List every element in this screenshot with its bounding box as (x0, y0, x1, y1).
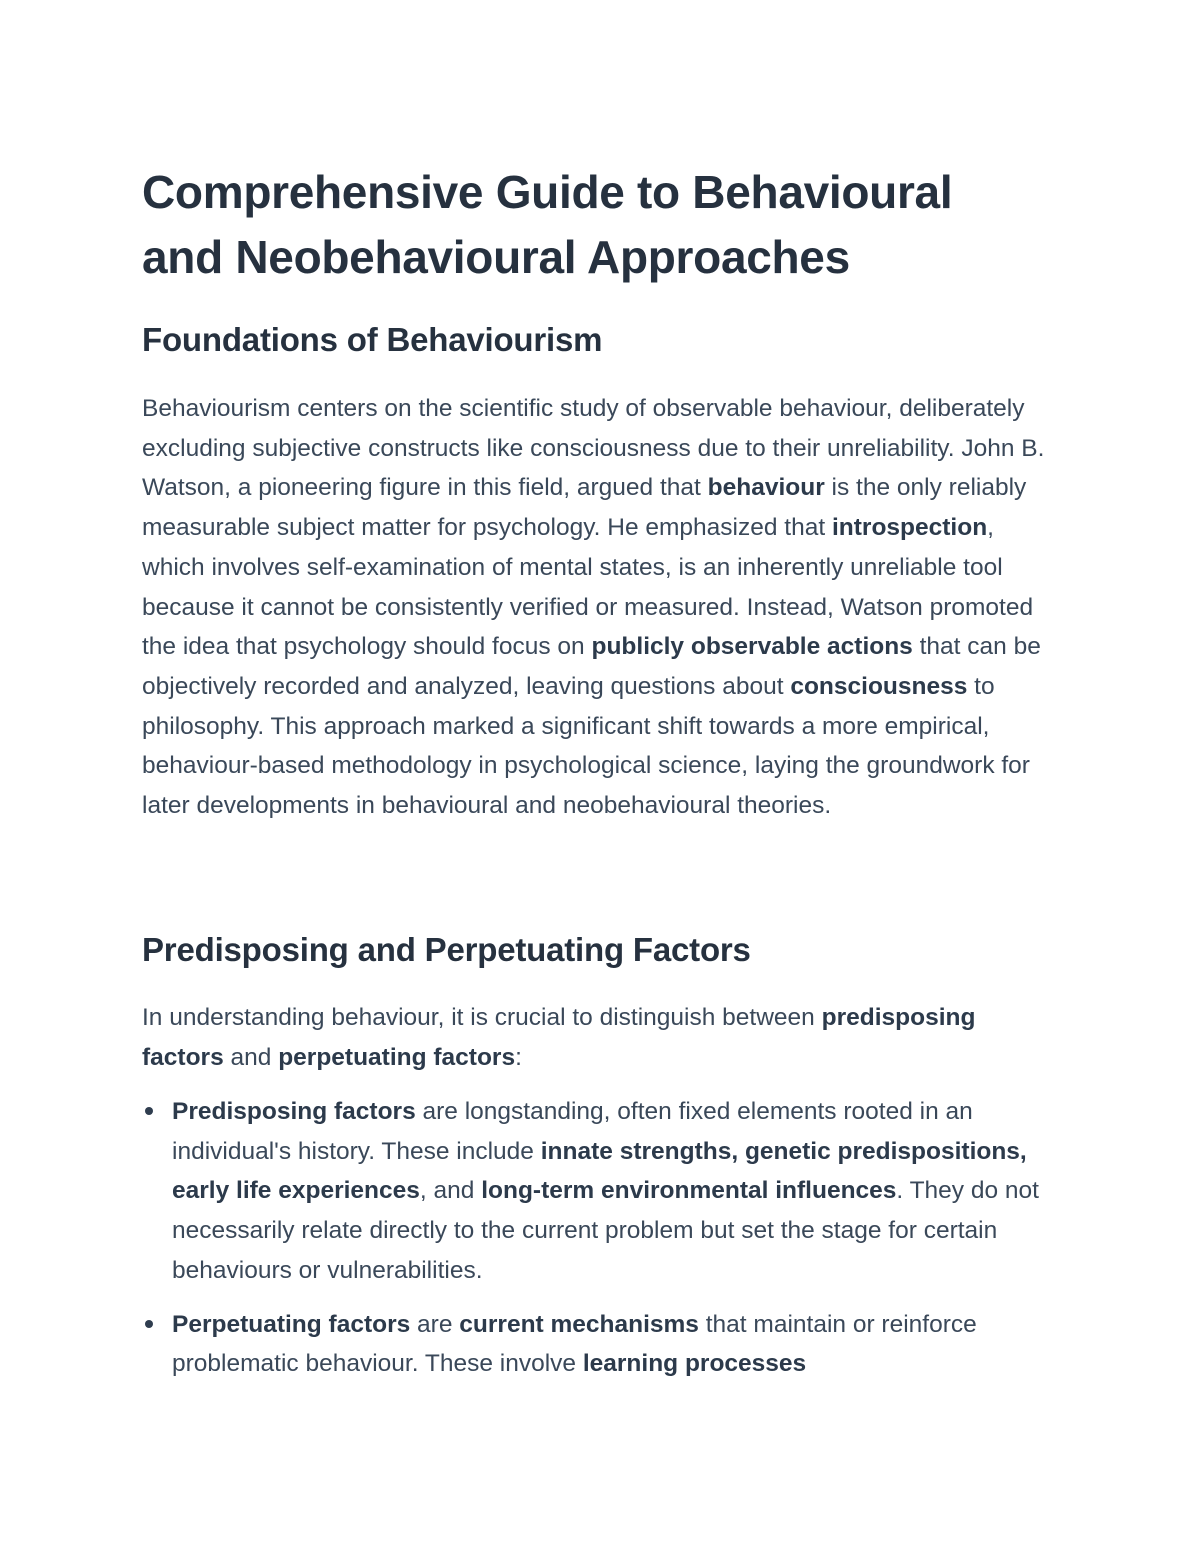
bullet-icon (145, 1107, 153, 1115)
emphasis-predisposing-factors: Predisposing factors (172, 1098, 416, 1125)
emphasis-behaviour: behaviour (707, 474, 825, 502)
bullet-text (172, 1092, 1062, 1291)
emphasis-consciousness: consciousness (790, 672, 968, 700)
emphasis-innate-strengths: innate strengths, genetic predispositions, early life experiences (172, 1137, 1027, 1205)
document-title: Comprehensive Guide to Behavioural and Neobehavioural Approaches (142, 166, 953, 283)
bullet-text-part: are (410, 1310, 460, 1338)
emphasis-perpetuating-factors: Perpetuating factors (172, 1310, 411, 1338)
factors-intro-paragraph (142, 998, 1057, 1077)
paragraph-text: is the only reliably measurable subject matter for psychology. He emphasized that (142, 474, 1027, 542)
bullet-text (172, 1305, 1062, 1384)
paragraph-text: that can be objectively recorded and analyzed, leaving questions about (142, 633, 1041, 700)
bullet-text-part: , and (419, 1177, 482, 1205)
section-heading-foundations: Foundations of Behaviourism (142, 321, 603, 358)
emphasis-current-mechanisms: current mechanisms (459, 1310, 699, 1338)
foundations-paragraph (142, 389, 1057, 826)
bullet-icon (145, 1320, 153, 1328)
paragraph-text: and (223, 1043, 279, 1071)
bullet-text-part: . They do not necessarily relate directly to the current problem but set the stage for certain behaviours or vulnerabilities. (172, 1177, 1039, 1284)
paragraph-text: , which involves self-examination of mental states, is an inherently unreliable tool because it cannot be consistently verified or measured. Instead, Watson promoted the idea that psychology should focus on (142, 514, 1034, 661)
bullet-text-part: are longstanding, often fixed elements rooted in an individual's history. These include (172, 1098, 973, 1165)
emphasis-perpetuating-factors: perpetuating factors (278, 1043, 516, 1071)
factors-bullet-list (142, 1092, 1062, 1398)
paragraph-text: In understanding behaviour, it is crucial to distinguish between (142, 1004, 822, 1031)
emphasis-learning-processes: learning processes (582, 1350, 807, 1378)
emphasis-introspection: introspection (831, 514, 988, 542)
paragraph-text: : (515, 1043, 522, 1071)
section-heading-factors: Predisposing and Perpetuating Factors (142, 931, 751, 968)
paragraph-text: Behaviourism centers on the scientific study of observable behaviour, deliberately excluding subjective constructs like consciousness due to their unreliability. John B. Watson, a pioneering figure in this field, argued that (142, 395, 1045, 502)
bullet-text-part: that maintain or reinforce problematic behaviour. These involve (172, 1310, 977, 1378)
emphasis-long-term-influences: long-term environmental influences (481, 1177, 897, 1205)
list-item (142, 1092, 1062, 1291)
paragraph-text: to philosophy. This approach marked a significant shift towards a more empirical, behaviour-based methodology in psychological science, laying the groundwork for later developments in behavioural and neobehavioural theories. (142, 672, 1030, 820)
emphasis-publicly-observable-actions: publicly observable actions (591, 633, 913, 661)
emphasis-predisposing-factors: predisposing factors (142, 1004, 976, 1071)
list-item (142, 1305, 1062, 1384)
